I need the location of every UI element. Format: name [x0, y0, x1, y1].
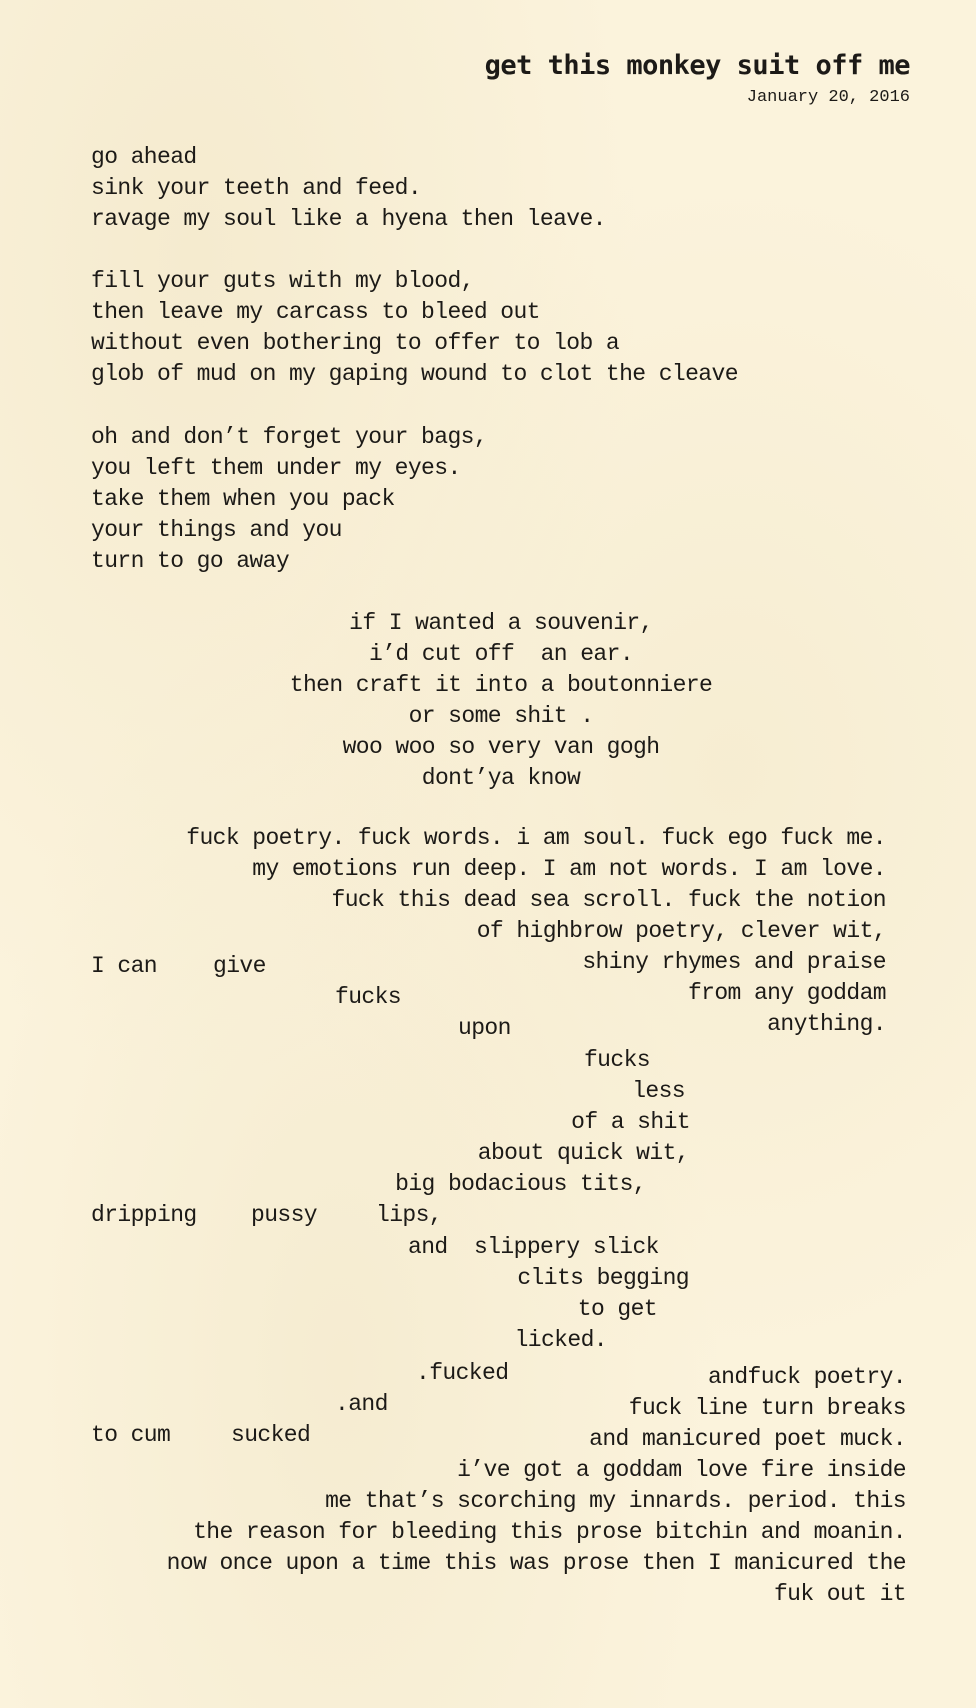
poem-line: fucks [583, 1047, 650, 1073]
poem-line: oh and don’t forget your bags, [91, 424, 488, 450]
poem-line: dont’ya know [421, 765, 581, 791]
scatter-word: .and [335, 1391, 388, 1417]
poem-line: the reason for bleeding this prose bitchin and moanin. [193, 1519, 906, 1545]
scatter-word: give [213, 953, 266, 979]
poem-line: fuck poetry. fuck words. i am soul. fuck ego fuck me. [186, 825, 886, 851]
poem-line: licked. [514, 1327, 607, 1353]
scatter-word: pussy [251, 1202, 318, 1228]
poem-line: then leave my carcass to bleed out [91, 299, 540, 325]
poem-line: then craft it into a boutonniere [289, 672, 713, 698]
scatter-word: fucks [335, 984, 402, 1010]
poem-line: if I wanted a souvenir, [349, 610, 653, 636]
poem-line: now once upon a time this was prose then I manicured the [166, 1550, 906, 1576]
poem-line: clits begging [517, 1265, 689, 1291]
poem-line: ravage my soul like a hyena then leave. [91, 206, 606, 232]
poem-line: sink your teeth and feed. [91, 175, 422, 201]
poem-line: your things and you [91, 517, 342, 543]
poem-line: from any goddam [687, 980, 886, 1006]
poem-line: my emotions run deep. I am not words. I am love. [252, 856, 886, 882]
poem-line: or some shit . [408, 703, 594, 729]
poem-line: without even bothering to offer to lob a [91, 330, 620, 356]
poem-line: go ahead [91, 144, 197, 170]
scatter-word: sucked [231, 1422, 311, 1448]
poem-line: take them when you pack [91, 486, 395, 512]
scatter-word: upon [458, 1015, 511, 1041]
poem-date: January 20, 2016 [746, 88, 910, 107]
poem-line: about quick wit, [477, 1140, 689, 1166]
poem-line: big bodacious tits, [395, 1171, 646, 1197]
poem-line: shiny rhymes and praise [582, 949, 886, 975]
poem-line: to get [577, 1296, 657, 1322]
poem-line: you left them under my eyes. [91, 455, 461, 481]
poem-line: fuck line turn breaks [628, 1395, 906, 1421]
poem-line: i’ve got a goddam love fire inside [457, 1457, 906, 1483]
poem-line: fuk out it [773, 1581, 906, 1607]
poem-line: andfuck poetry. [707, 1364, 906, 1390]
poem-line: and slippery slick [408, 1234, 659, 1260]
poem-line: anything. [767, 1011, 886, 1037]
poem-line: turn to go away [91, 548, 290, 574]
poem-line: i’d cut off an ear. [368, 641, 634, 667]
poem-line: me that’s scorching my innards. period. this [325, 1488, 906, 1514]
poem-line: fill your guts with my blood, [91, 268, 474, 294]
poem-line: fuck this dead sea scroll. fuck the notion [331, 887, 886, 913]
poem-line: and manicured poet muck. [589, 1426, 906, 1452]
poem-line: glob of mud on my gaping wound to clot the cleave [91, 361, 738, 387]
poem-line: of a shit [571, 1109, 690, 1135]
poem-line: woo woo so very van gogh [342, 734, 660, 760]
poem-title: get this monkey suit off me [484, 50, 910, 81]
scatter-word: lips, [376, 1202, 443, 1228]
scatter-word: to cum [91, 1422, 171, 1448]
scatter-word: dripping [91, 1202, 197, 1228]
poem-line: of highbrow poetry, clever wit, [476, 918, 886, 944]
poem-line: less [632, 1078, 685, 1104]
scatter-word: I can [91, 953, 158, 979]
scatter-word: .fucked [416, 1360, 509, 1386]
